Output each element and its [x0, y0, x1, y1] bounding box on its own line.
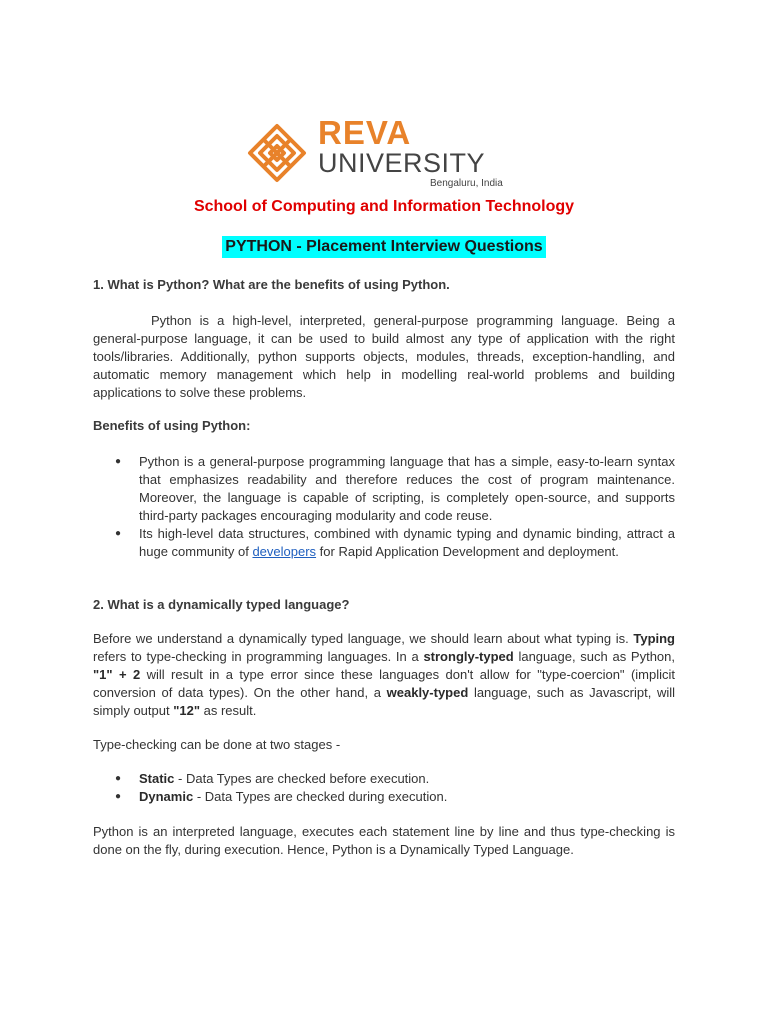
bullet-dot: ●	[115, 791, 122, 802]
term-strongly-typed: strongly-typed	[423, 649, 514, 664]
benefit-text: Python is a general-purpose programming language that has a simple, easy-to-learn syntax that emphasizes readability and therefore reduces the cost of program maintenance. Moreover, the language is capable of scripting, is completely open-source, and supports third-party packages encouraging modularity and code reuse.	[139, 454, 675, 523]
text-run: refers to type-checking in programming languages. In a	[93, 649, 424, 664]
question-2: 2. What is a dynamically typed language?	[93, 597, 350, 612]
text-run: will result in a type error since these languages don't allow for "type-coercion" (implicit conversion of data types). On the other hand, a	[93, 667, 676, 700]
list-item	[115, 788, 675, 806]
stages-intro: Type-checking can be done at two stages -	[93, 737, 341, 752]
conclusion-paragraph: Python is an interpreted language, executes each statement line by line and thus type-checking is done on the fly, during execution. Hence, Python is a Dynamically Typed Language.	[93, 824, 675, 857]
term-typing: Typing	[633, 631, 675, 646]
stage-text: - Data Types are checked during execution.	[193, 789, 448, 804]
benefits-heading: Benefits of using Python:	[93, 418, 251, 433]
text-run: as result.	[200, 703, 257, 718]
logo-wordmark-university: UNIVERSITY	[318, 148, 486, 178]
document-title-wrap	[0, 236, 768, 258]
text-run: language, such as Javascript, will simply output	[93, 685, 676, 718]
university-logo	[246, 114, 516, 194]
bullet-dot: ●	[115, 528, 122, 539]
developers-link[interactable]: developers	[252, 544, 317, 559]
text-run: language, such as Python,	[513, 649, 675, 664]
benefit-text: Its high-level data structures, combined with dynamic typing and dynamic binding, attract a huge community of	[139, 526, 675, 559]
answer-2-paragraph	[93, 630, 675, 720]
stages-list	[93, 770, 675, 806]
answer-1-paragraph: Python is a high-level, interpreted, general-purpose programming language. Being a general-purpose language, it can be used to build almost any type of application with the right tools/libraries. Additionally, python supports objects, modules, threads, exception-handling, and automatic memory management which help in modelling real-world problems and building applications to solve these problems.	[93, 313, 675, 400]
question-1: 1. What is Python? What are the benefits of using Python.	[93, 277, 450, 292]
stage-text: - Data Types are checked before execution.	[174, 771, 430, 786]
logo-wordmark-reva: REVA	[318, 114, 412, 151]
code-expression: "1" + 2	[93, 667, 141, 682]
bullet-dot: ●	[115, 773, 122, 784]
bullet-dot: ●	[115, 456, 122, 467]
list-item	[115, 525, 675, 561]
term-weakly-typed: weakly-typed	[386, 685, 469, 700]
code-output: "12"	[173, 703, 200, 718]
logo-location: Bengaluru, India	[430, 178, 503, 189]
stage-label-static: Static	[139, 771, 175, 786]
stage-label-dynamic: Dynamic	[139, 789, 194, 804]
document-title: PYTHON - Placement Interview Questions	[222, 236, 545, 258]
list-item	[115, 770, 675, 788]
benefit-text-end: for Rapid Application Development and deployment.	[316, 544, 619, 559]
school-name: School of Computing and Information Technology	[193, 198, 575, 215]
benefits-list	[93, 453, 675, 561]
interlaced-knot-icon	[246, 122, 308, 184]
list-item	[115, 453, 675, 525]
text-run: Before we understand a dynamically typed language, we should learn about what typing is.	[93, 631, 634, 646]
